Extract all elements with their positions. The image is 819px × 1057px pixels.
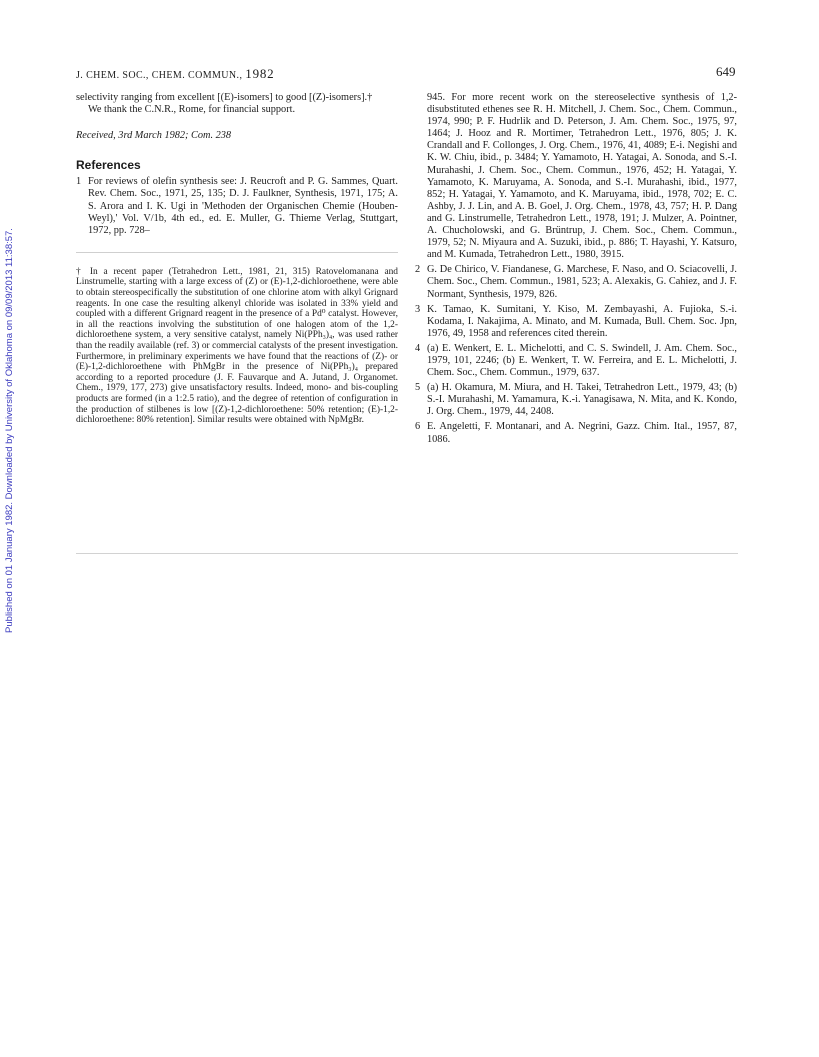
references-heading: References [76,158,141,173]
reference-1-continued: 945. For more recent work on the stereoselective synthesis of 1,2-disubstituted ethenes see R. H. Mitchell, J. Chem. Soc., Chem. Commun., 1974, 990; P. F. Hudrlik and D. Peterson, J. Am. Chem. Soc., 1975, 97, 1464; J. Hooz and R. Mortimer, Tetrahedron Lett., 1976, 805; J. K. Crandall and F. Collonges, J. Org. Chem., 1976, 41, 4089; E-i. Negishi and K. W. Chiu, ibid., p. 3484; Y. Yamamoto, H. Yatagai, A. Sonoda, and S.-I. Murahashi, J. Chem. Soc., Chem. Commun., 1976, 452; H. Yatagai, Y. Yamamoto, K. Maruyama, A. Sonoda, and S.-I. Murahashi, ibid., 1977, 852; H. Yatagai, Y. Yamamoto, and K. Maruyama, ibid., 1978, 702; E. C. Ashby, J. J. Lin, and A. B. Goel, J. Org. Chem., 1978, 43, 757; H. P. Dang and G. Linstrumelle, Tetrahedron Lett., 1978, 191; J. Mulzer, A. Pointner, A. Chucholowski, and G. Brüntrup, J. Chem. Soc., Chem. Commun., 1979, 52; N. Miyaura and A. Suzuki, ibid., p. 886; T. Hayashi, Y. Katsuro, and M. Kumada, Tetrahedron Lett., 1980, 3915. [427,92,737,261]
left-column [76,92,398,426]
running-header [76,66,274,82]
journal-name: J. CHEM. SOC., CHEM. COMMUN., [76,70,243,81]
reference-text: G. De Chirico, V. Fiandanese, G. Marchese, F. Naso, and O. Sciacovelli, J. Chem. Soc., Chem. Commun., 1981, 523; A. Alexakis, G. Cahiez, and J. F. Normant, Synthesis, 1979, 826. [427,264,737,300]
reference-number: 3 [415,303,421,315]
download-sidebar-note [3,225,15,635]
reference-text: (a) H. Okamura, M. Miura, and H. Takei, Tetrahedron Lett., 1979, 43; (b) S.-I. Murahashi, M. Yamamura, K.-i. Yanagisawa, N. Mita, and K. Kondo, J. Org. Chem., 1979, 44, 2408. [427,382,737,418]
reference-number: 4 [415,342,421,354]
reference-3 [415,304,737,340]
reference-number: 6 [415,421,421,433]
reference-text: E. Angeletti, F. Montanari, and A. Negrini, Gazz. Chim. Ital., 1957, 87, 1086. [427,421,737,445]
reference-text: (a) E. Wenkert, E. L. Michelotti, and C. S. Swindell, J. Am. Chem. Soc., 1979, 101, 2246; (b) E. Wenkert, T. W. Ferreira, and E. L. Michelotti, J. Chem. Soc., Chem. Commun., 1979, 637. [427,342,737,379]
reference-text: K. Tamao, K. Sumitani, Y. Kiso, M. Zembayashi, A. Fujioka, S.-i. Kodama, I. Nakajima, A. Minato, and M. Kumada, Bull. Chem. Soc. Jpn, 1976, 49, 1958 and references cited therein. [427,303,737,339]
page-number: 649 [716,64,736,79]
right-column [415,92,737,449]
reference-number: 5 [415,382,421,394]
reference-4 [415,343,737,379]
footnote-divider [76,252,398,253]
received-date: Received, 3rd March 1982; Com. 238 [76,130,232,142]
download-note-text: Published on 01 January 1982. Downloaded by University of Oklahoma on 09/09/2013 11:38:57. [3,227,15,633]
acknowledgement: We thank the C.N.R., Rome, for financial support. [88,104,296,116]
journal-year: 1982 [245,66,275,81]
body-paragraph-selectivity: selectivity ranging from excellent [(E)-isomers] to good [(Z)-isomers].† [76,92,373,103]
reference-number: 2 [415,264,421,276]
reference-text: For reviews of olefin synthesis see: J. Reucroft and P. G. Sammes, Quart. Rev. Chem. Soc., 1971, 25, 135; D. J. Faulkner, Synthesis, 1971, 175; A. S. Arora and I. K. Ugi in 'Methoden der Organischen Chemie (Houben-Weyl),' Vol. V/1b, 4th ed., ed. E. Muller, G. Thieme Verlag, Stuttgart, 1972, pp. 728– [88,176,398,236]
page-bottom-rule [76,553,738,554]
footnote-dagger: † In a recent paper (Tetrahedron Lett., 1981, 21, 315) Ratovelomanana and Linstrumelle, starting with a large excess of (Z) or (E)-1,2-dichloroethene, were able to obtain stereospecifically the substitution of one chlorine atom with alkyl Grignard reagents. In one case the resulting alkenyl chloride was isolated in 33% yield and coupled with a different Grignard reagent in the presence of a Pd⁰ catalyst. However, in all the reactions involving the substitution of one halogen atom of the 1,2-dichloroethene system, a very sensitive catalyst, namely Ni(PPh₃)₄, was used rather than the readily available (ref. 3) or commercial catalysts of the present investigation. Furthermore, in preliminary experiments we have found that the reactions of (Z)- or (E)-1,2-dichloroethene with PhMgBr in the presence of Ni(PPh₃)₄ prepared according to a reported procedure (J. F. Fauvarque and A. Jutand, J. Organomet. Chem., 1979, 177, 273) give unsatisfactory results. Indeed, mono- and bis-coupling products are formed (in a 1:2.5 ratio), and the degree of retention of configuration in the production of stilbenes is low [(Z)-1,2-dichloroethene: 50% retention; (E)-1,2-dichloroethene: 80% retention]. Similar results were obtained with NpMgBr. [76,266,398,426]
reference-number: 1 [76,176,82,188]
reference-5 [415,382,737,418]
reference-1 [76,176,398,236]
reference-2 [415,264,737,300]
reference-6 [415,421,737,445]
